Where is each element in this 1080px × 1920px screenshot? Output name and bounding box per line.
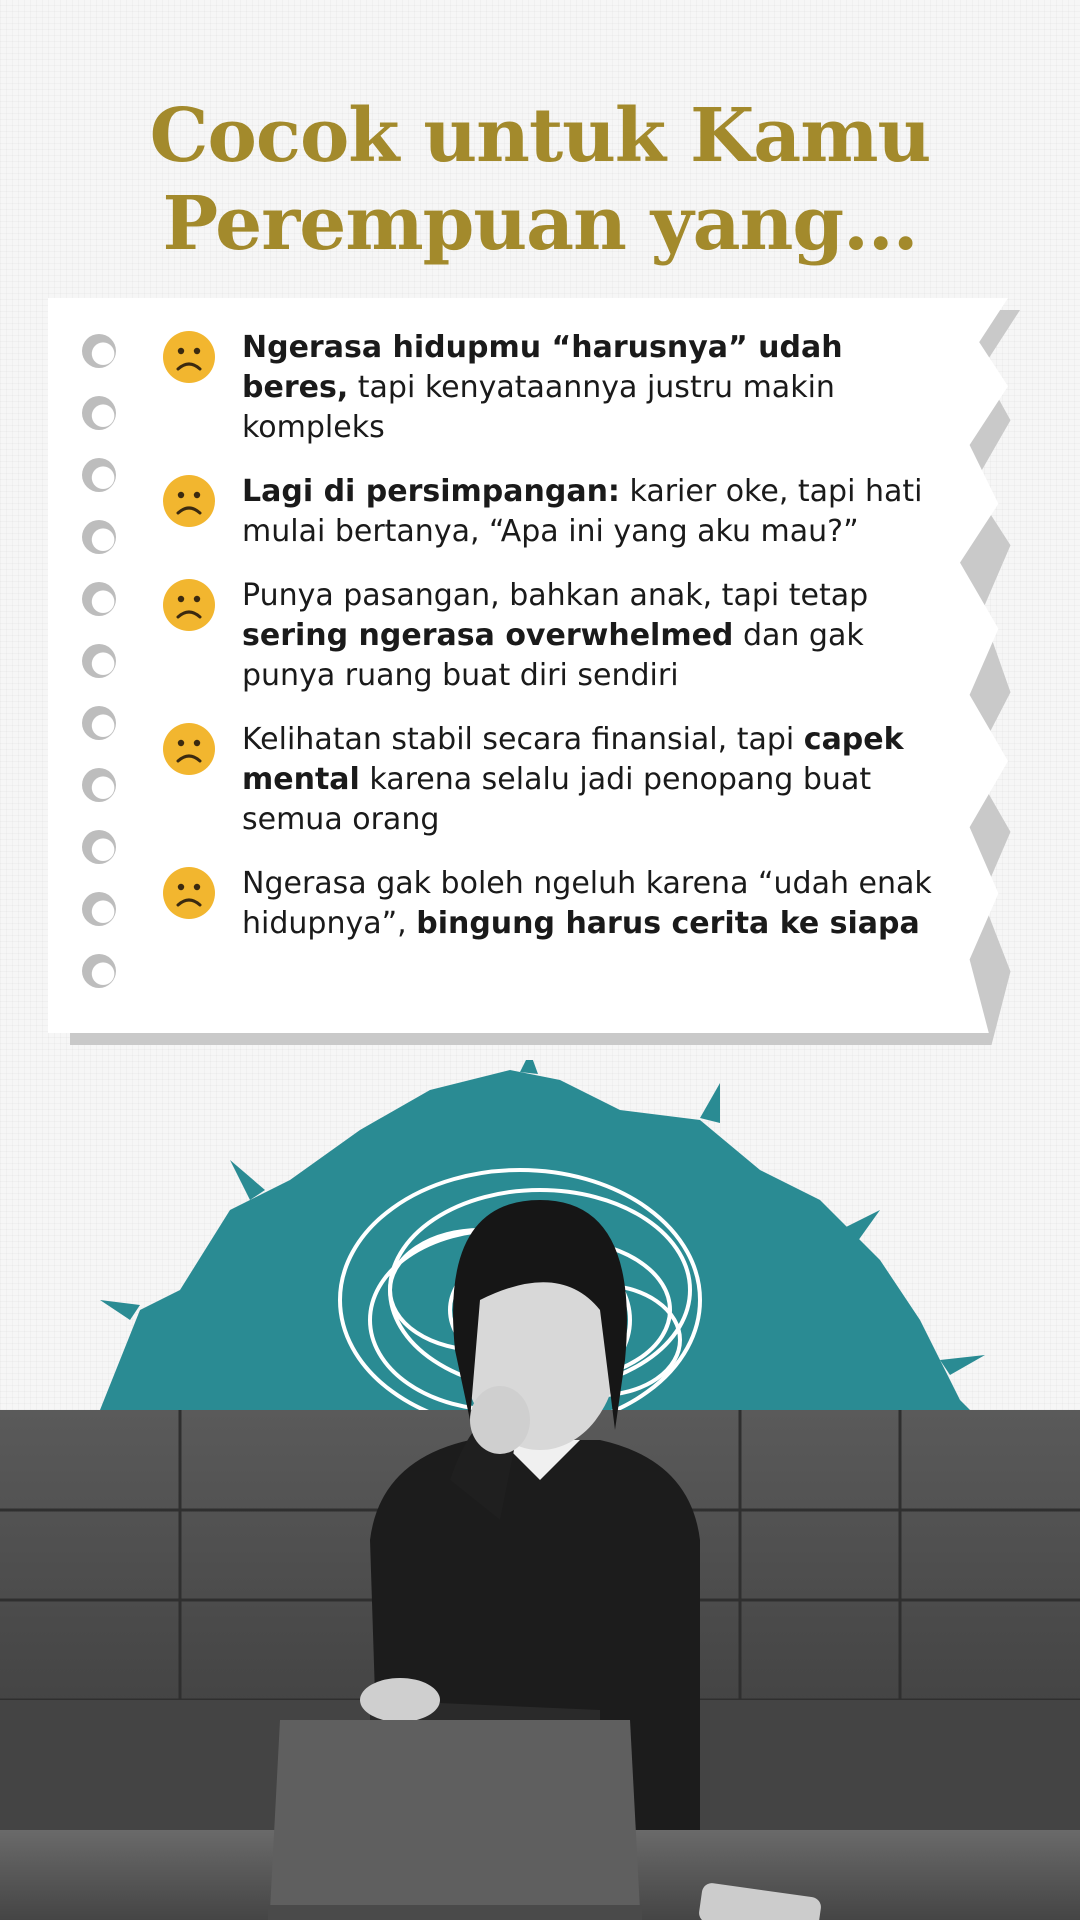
sad-face-icon [162, 330, 216, 384]
binder-hole-icon [82, 582, 116, 616]
sad-face-icon [162, 578, 216, 632]
item-text: tapi kenyataannya justru makin kompleks [242, 370, 835, 445]
item-bold-mid: capek mental [242, 722, 904, 797]
item-bold-lead: Lagi di persimpangan: [242, 474, 620, 509]
headline-line-2: Perempuan yang... [162, 181, 918, 267]
laptop [270, 1720, 640, 1910]
sad-face-icon [162, 866, 216, 920]
binder-hole-icon [82, 334, 116, 368]
list-item [162, 472, 942, 552]
binder-hole-icon [82, 768, 116, 802]
list-item-text [242, 328, 942, 448]
list-item-text [242, 576, 942, 696]
list-item [162, 720, 942, 840]
item-bold-lead: Ngerasa hidupmu “harusnya” udah beres, [242, 330, 843, 405]
list-item [162, 864, 942, 944]
binder-hole-icon [82, 396, 116, 430]
list-item-text [242, 720, 942, 840]
item-text-tail: karena selalu jadi penopang buat semua orang [242, 762, 872, 837]
binder-hole-icon [82, 520, 116, 554]
item-text: Ngerasa gak boleh ngeluh karena “udah enak hidupnya”, [242, 866, 932, 941]
list-item [162, 328, 942, 448]
binder-hole-icon [82, 644, 116, 678]
binder-hole-icon [82, 830, 116, 864]
woman-thinking-at-laptop-illustration [0, 1060, 1080, 1920]
item-bold-mid: sering ngerasa overwhelmed [242, 618, 734, 653]
laptop-base [268, 1905, 642, 1920]
list-item [162, 576, 942, 696]
item-text: Kelihatan stabil secara finansial, tapi [242, 722, 804, 757]
headline-line-1: Cocok untuk Kamu [149, 93, 931, 179]
list-item-text [242, 472, 942, 552]
headline [0, 92, 1080, 268]
item-text: Punya pasangan, bahkan anak, tapi tetap [242, 578, 869, 613]
binder-hole-icon [82, 892, 116, 926]
binder-hole-icon [82, 954, 116, 988]
binder-hole-icon [82, 706, 116, 740]
item-text-tail: dan gak punya ruang buat diri sendiri [242, 618, 864, 693]
sad-face-icon [162, 474, 216, 528]
item-text: karier oke, tapi hati mulai bertanya, “Apa ini yang aku mau?” [242, 474, 923, 549]
sad-face-icon [162, 722, 216, 776]
binder-hole-icon [82, 458, 116, 492]
item-bold-mid: bingung harus cerita ke siapa [416, 906, 920, 941]
checklist [162, 328, 942, 968]
list-item-text [242, 864, 942, 944]
